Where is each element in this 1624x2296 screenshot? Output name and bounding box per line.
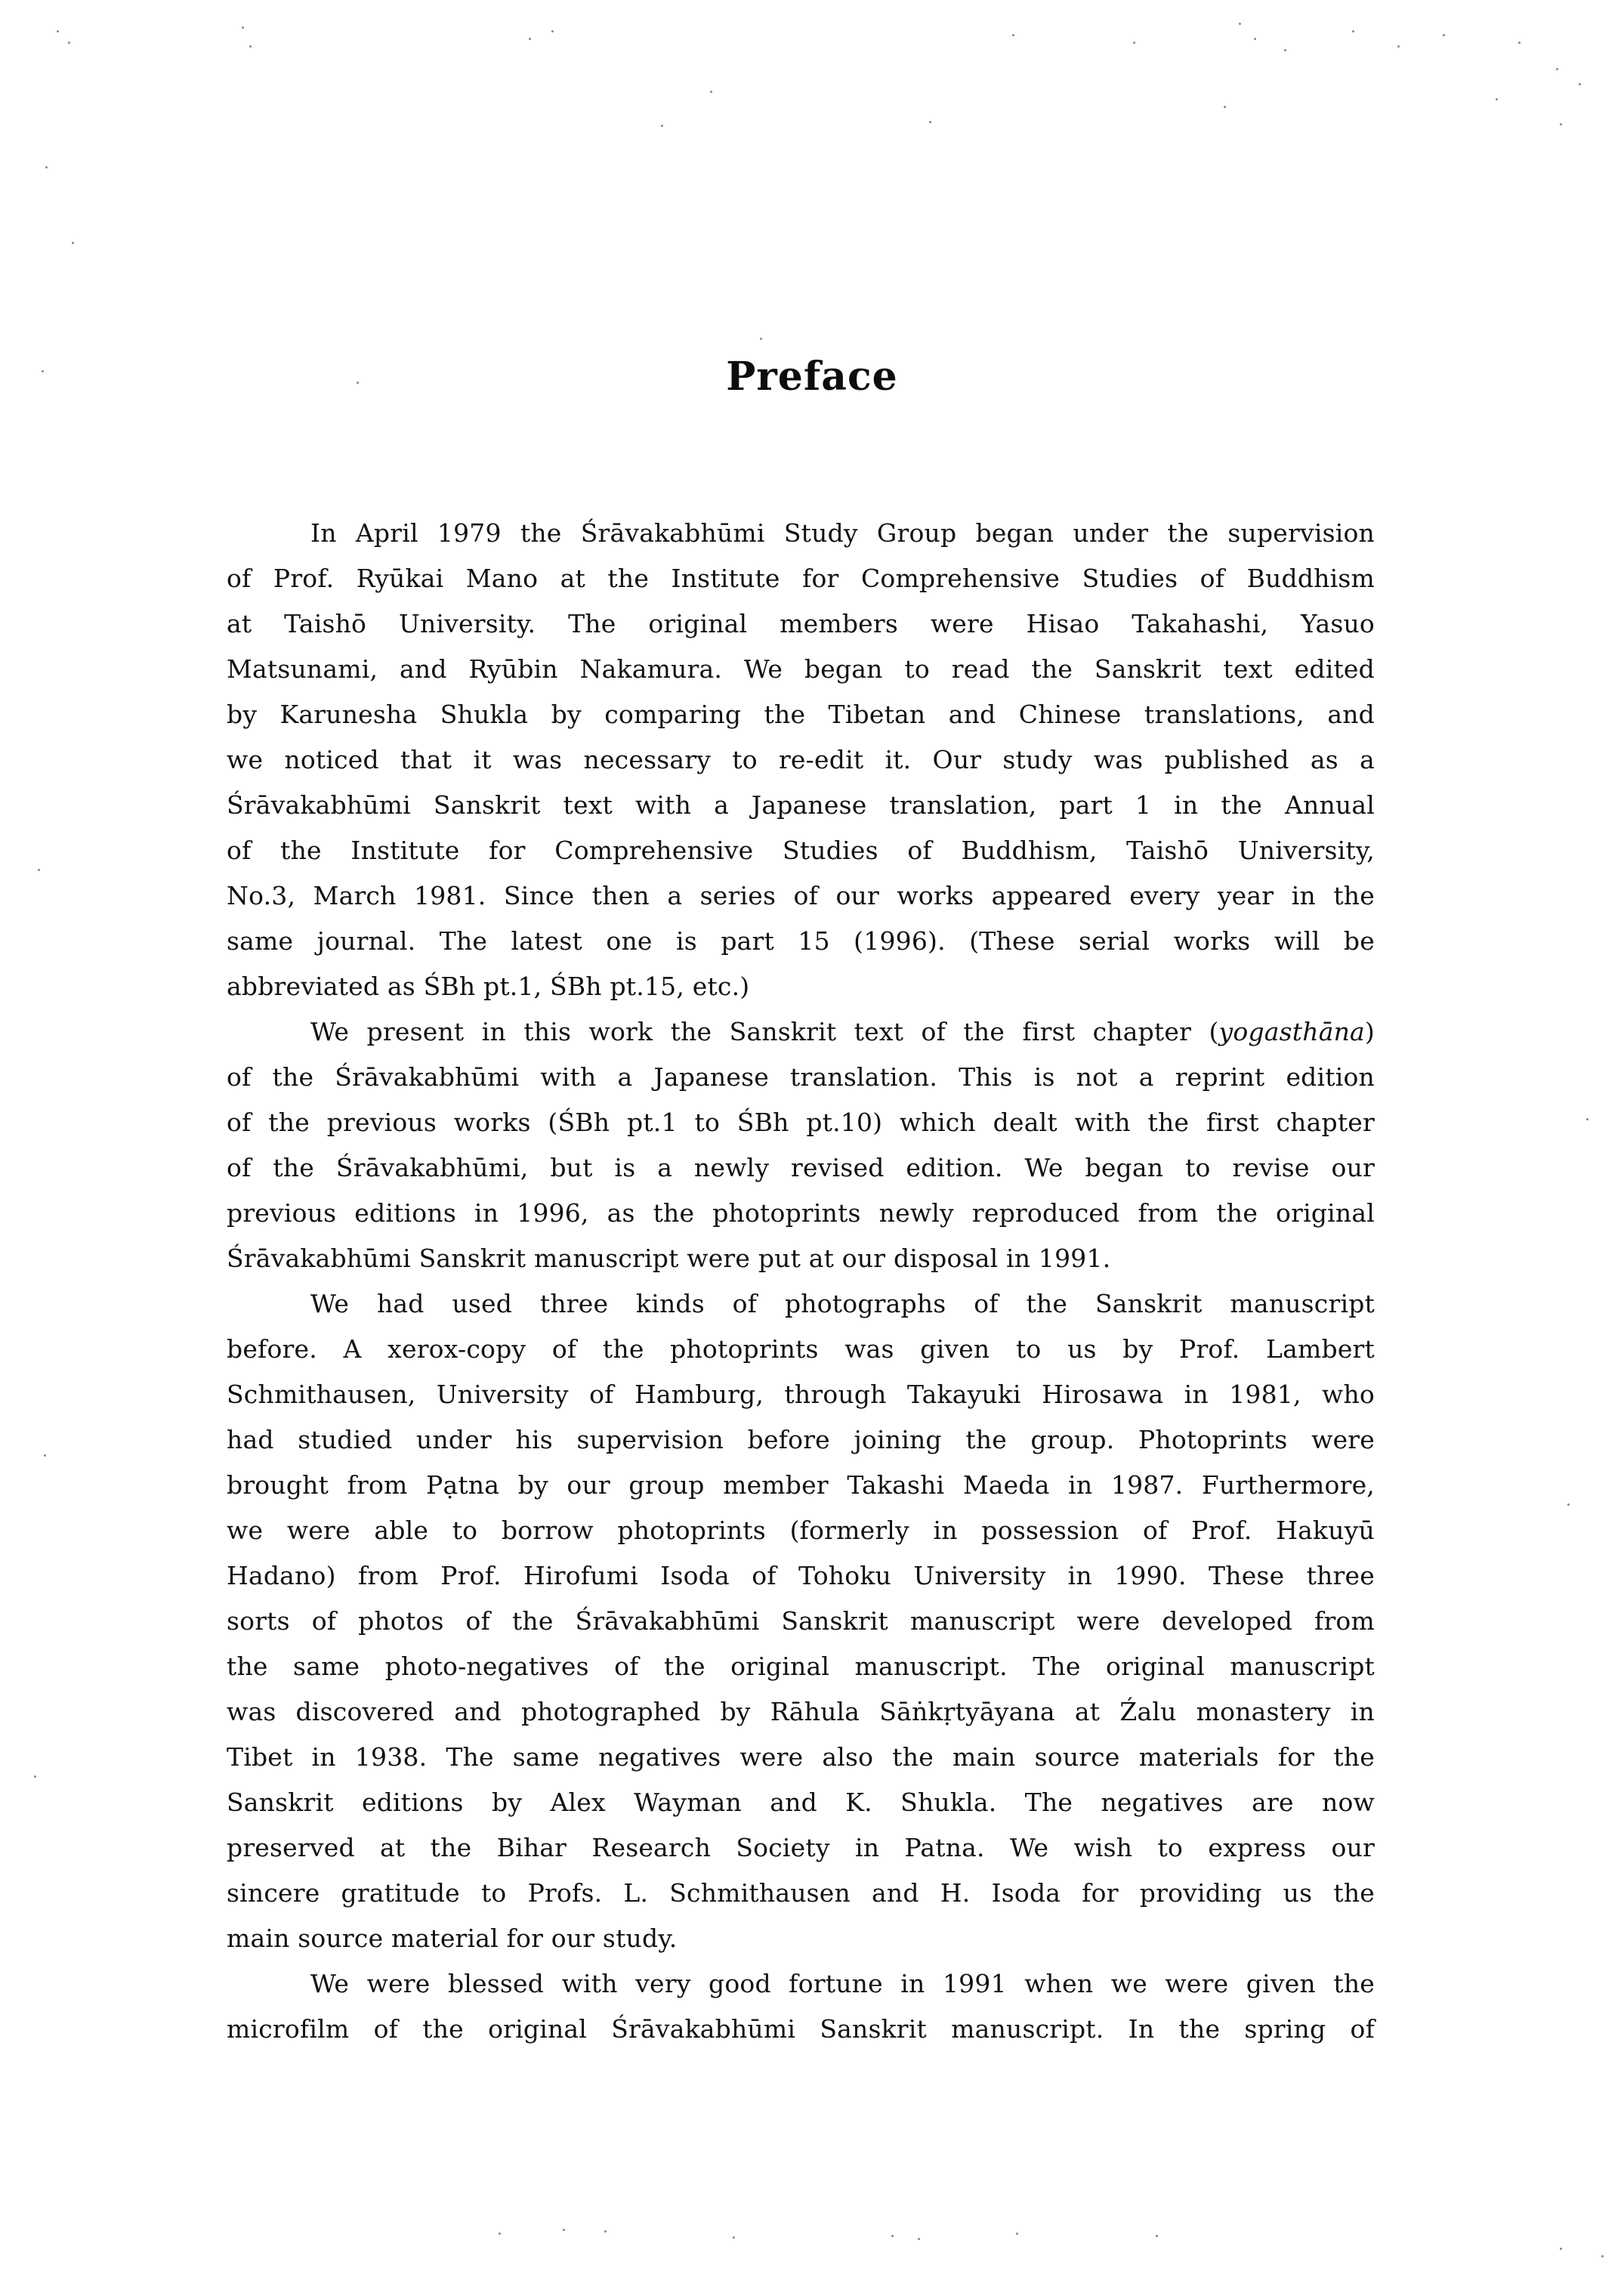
scan-speck: [1586, 1118, 1588, 1120]
text-segment: at Taishō University. The original members were Hisao Takahashi, Yasuo: [227, 609, 1375, 638]
scan-speck: [44, 1454, 46, 1457]
scan-speck: [1496, 98, 1498, 100]
text-segment: we noticed that it was necessary to re-edit it. Our study was published as a: [227, 745, 1375, 774]
text-line: [227, 511, 1375, 556]
text-segment: Sanskrit editions by Alex Wayman and K. Shukla. The negatives are now: [227, 1788, 1375, 1817]
text-line: [227, 964, 1375, 1009]
page-title: Preface: [726, 354, 898, 400]
text-segment: ): [1364, 1017, 1375, 1046]
text-segment: We had used three kinds of photographs of the Sanskrit manuscript: [310, 1289, 1375, 1318]
text-line: [227, 1508, 1375, 1553]
italic-term: yogasthāna: [1218, 1017, 1365, 1046]
scan-speck: [733, 2236, 735, 2239]
scan-speck: [1016, 2233, 1018, 2235]
text-segment: the same photo-negatives of the original manuscript. The original manuscript: [227, 1652, 1375, 1681]
scan-speck: [529, 38, 531, 40]
scan-speck: [1556, 68, 1558, 70]
scan-speck: [551, 30, 554, 32]
text-segment: by Karunesha Shukla by comparing the Tibetan and Chinese translations, and: [227, 700, 1375, 729]
scan-speck: [760, 338, 762, 340]
text-line: [227, 1825, 1375, 1871]
scan-speck: [249, 45, 252, 48]
scan-speck: [45, 166, 48, 168]
text-segment: Matsunami, and Ryūbin Nakamura. We began to read the Sanskrit text edited: [227, 654, 1375, 684]
text-line: [227, 1599, 1375, 1644]
text-segment: In April 1979 the Śrāvakabhūmi Study Group began under the supervision: [310, 518, 1375, 548]
scan-speck: [38, 869, 40, 871]
preface-body: [227, 511, 1375, 2052]
text-line: [227, 1327, 1375, 1372]
text-segment: main source material for our study.: [227, 1924, 678, 1953]
scan-speck: [242, 26, 244, 29]
text-line: [227, 1145, 1375, 1191]
scan-speck: [1443, 34, 1445, 36]
text-line: [227, 1553, 1375, 1599]
text-segment: previous editions in 1996, as the photoprints newly reproduced from the original: [227, 1198, 1375, 1228]
scan-speck: [1601, 2255, 1604, 2257]
text-line: [227, 2007, 1375, 2052]
paragraph: [227, 1009, 1375, 1281]
text-segment: abbreviated as ŚBh pt.1, ŚBh pt.15, etc.): [227, 972, 750, 1001]
text-line: [227, 1735, 1375, 1780]
text-line: [227, 783, 1375, 828]
text-line: [227, 1780, 1375, 1825]
scan-speck: [710, 91, 712, 93]
text-segment: sorts of photos of the Śrāvakabhūmi Sanskrit manuscript were developed from: [227, 1606, 1375, 1636]
scan-speck: [1156, 2235, 1158, 2237]
scan-speck: [929, 121, 931, 123]
text-segment: Śrāvakabhūmi Sanskrit text with a Japanese translation, part 1 in the Annual: [227, 790, 1375, 820]
text-line: [227, 873, 1375, 919]
text-segment: same journal. The latest one is part 15 (1996). (These serial works will be: [227, 926, 1375, 956]
text-segment: We present in this work the Sanskrit text of the first chapter (: [310, 1017, 1219, 1046]
scan-speck: [34, 1775, 36, 1778]
scan-speck: [891, 2235, 894, 2237]
text-line: [227, 692, 1375, 737]
scan-speck: [499, 2233, 501, 2235]
scan-speck: [1560, 123, 1562, 125]
text-segment: of the Śrāvakabhūmi, but is a newly revised edition. We began to revise our: [227, 1153, 1375, 1182]
text-line: [227, 1871, 1375, 1916]
text-segment: sincere gratitude to Profs. L. Schmithausen and H. Isoda for providing us the: [227, 1878, 1375, 1908]
scan-speck: [1012, 34, 1014, 36]
scan-speck: [1239, 23, 1241, 25]
text-line: [227, 1191, 1375, 1236]
scan-speck: [918, 2238, 920, 2240]
text-segment: No.3, March 1981. Since then a series of our works appeared every year in the: [227, 881, 1375, 910]
scan-speck: [42, 370, 44, 372]
text-segment: brought from Pạtna by our group member Takashi Maeda in 1987. Furthermore,: [227, 1470, 1375, 1500]
text-line: [227, 1372, 1375, 1417]
text-line: [227, 1055, 1375, 1100]
paragraph: [227, 1961, 1375, 2052]
text-segment: microfilm of the original Śrāvakabhūmi Sanskrit manuscript. In the spring of: [227, 2014, 1375, 2044]
text-line: [227, 1644, 1375, 1689]
text-segment: we were able to borrow photoprints (formerly in possession of Prof. Hakuyū: [227, 1516, 1375, 1545]
scan-speck: [68, 42, 70, 44]
text-line: [227, 1100, 1375, 1145]
scan-speck: [72, 242, 74, 244]
text-line: [227, 1916, 1375, 1961]
text-line: [227, 919, 1375, 964]
text-segment: Śrāvakabhūmi Sanskrit manuscript were put at our disposal in 1991.: [227, 1244, 1111, 1273]
scan-speck: [1567, 1503, 1570, 1506]
text-segment: was discovered and photographed by Rāhula Sāṅkṛtyāyana at Źalu monastery in: [227, 1697, 1375, 1726]
scan-speck: [563, 2229, 565, 2231]
scan-speck: [661, 125, 663, 127]
text-line: [227, 1281, 1375, 1327]
text-segment: Tibet in 1938. The same negatives were also the main source materials for the: [227, 1742, 1375, 1772]
text-line: [227, 1961, 1375, 2007]
text-segment: Schmithausen, University of Hamburg, through Takayuki Hirosawa in 1981, who: [227, 1380, 1375, 1409]
text-line: [227, 601, 1375, 647]
scan-speck: [1133, 42, 1135, 44]
text-segment: had studied under his supervision before joining the group. Photoprints were: [227, 1425, 1375, 1454]
text-segment: We were blessed with very good fortune in 1991 when we were given the: [310, 1969, 1375, 1998]
scan-speck: [1579, 83, 1581, 85]
text-line: [227, 647, 1375, 692]
text-line: [227, 1009, 1375, 1055]
scan-speck: [1352, 30, 1354, 32]
text-line: [227, 1689, 1375, 1735]
text-segment: before. A xerox-copy of the photoprints was given to us by Prof. Lambert: [227, 1334, 1375, 1364]
text-line: [227, 737, 1375, 783]
text-segment: of the previous works (ŚBh pt.1 to ŚBh pt.10) which dealt with the first chapter: [227, 1108, 1375, 1137]
scan-speck: [1518, 42, 1521, 44]
scan-speck: [1560, 2248, 1562, 2250]
text-line: [227, 1417, 1375, 1463]
paragraph: [227, 1281, 1375, 1961]
scan-speck: [57, 30, 59, 32]
text-segment: preserved at the Bihar Research Society in Patna. We wish to express our: [227, 1833, 1375, 1862]
scan-speck: [1397, 45, 1400, 48]
text-segment: of the Institute for Comprehensive Studies of Buddhism, Taishō University,: [227, 836, 1375, 865]
text-line: [227, 556, 1375, 601]
scan-speck: [357, 382, 359, 384]
text-segment: of the Śrāvakabhūmi with a Japanese translation. This is not a reprint edition: [227, 1062, 1375, 1092]
paragraph: [227, 511, 1375, 1009]
scan-speck: [1284, 49, 1286, 51]
scan-speck: [1254, 38, 1256, 40]
text-segment: of Prof. Ryūkai Mano at the Institute for Comprehensive Studies of Buddhism: [227, 564, 1375, 593]
text-line: [227, 1463, 1375, 1508]
scan-speck: [1224, 106, 1226, 108]
text-line: [227, 828, 1375, 873]
scan-speck: [604, 2230, 607, 2233]
text-segment: Hadano) from Prof. Hirofumi Isoda of Tohoku University in 1990. These three: [227, 1561, 1375, 1590]
text-line: [227, 1236, 1375, 1281]
